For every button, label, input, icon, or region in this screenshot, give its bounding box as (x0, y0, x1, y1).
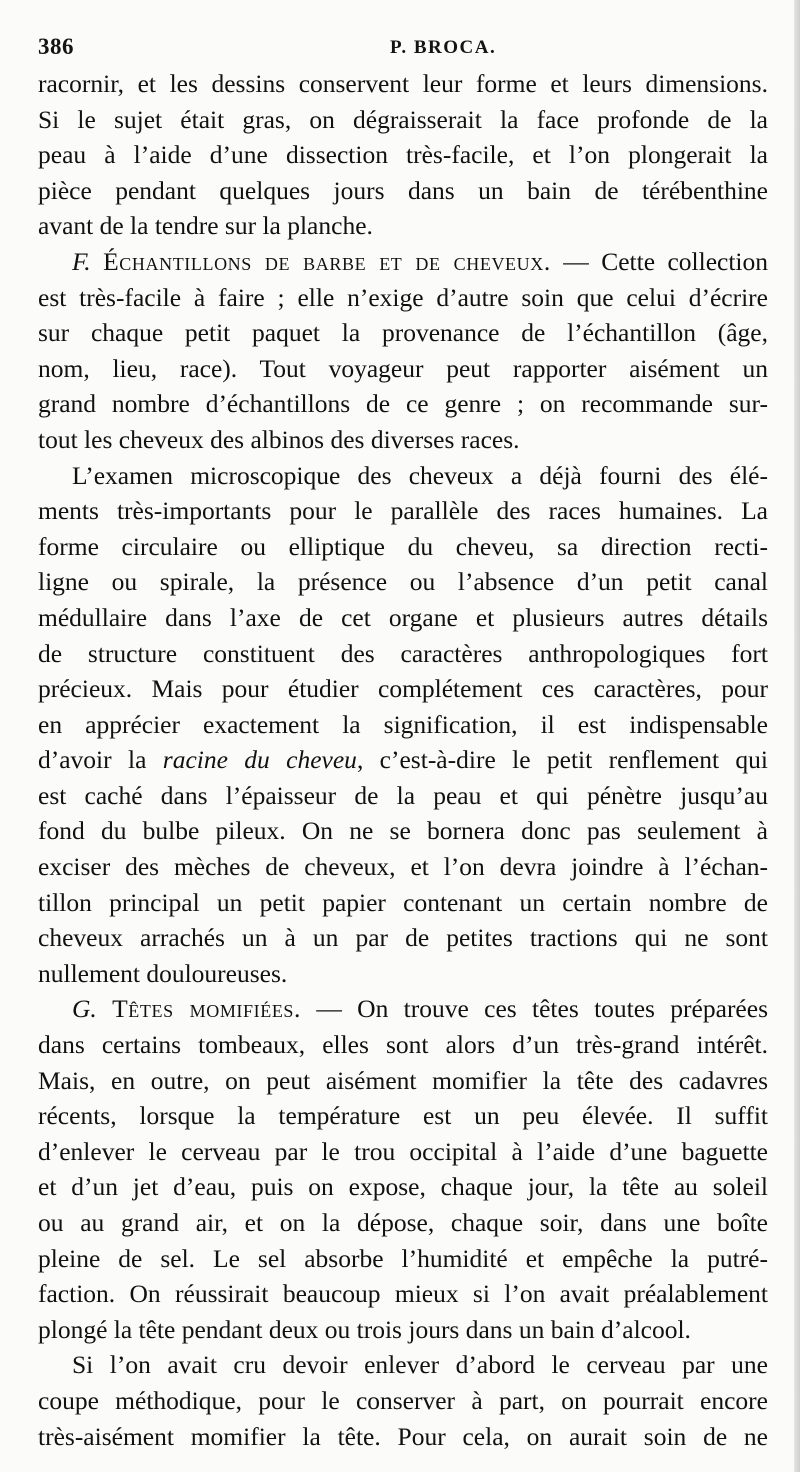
text-line: sur chaque petit paquet la provenance de l’échantillon (âge, (38, 318, 768, 348)
section-g-rest: — On trouve ces têtes toutes préparées (301, 994, 768, 1024)
section-f-letter: F. (72, 246, 91, 276)
text-line: fond du bulbe pileux. On ne se bornera donc pas seulement à (38, 816, 768, 846)
text-line: pièce pendant quelques jours dans un bain de térébenthine (38, 175, 768, 205)
text-line: faction. On réussirait beaucoup mieux si l’on avait préalablement (38, 1279, 768, 1309)
text-line: nom, lieu, race). Tout voyageur peut rapporter aisément un (38, 353, 768, 383)
page-header (38, 34, 768, 68)
text-line: ou au grand air, et on la dépose, chaque soir, dans une boîte (38, 1208, 768, 1237)
text-line: ligne ou spirale, la présence ou l’absence d’un petit canal (38, 567, 768, 597)
text-line: médullaire dans l’axe de cet organe et plusieurs autres détails (38, 602, 768, 632)
text-line: en apprécier exactement la signification, il est indispensable (38, 709, 768, 739)
text-line: cheveux arrachés un à un par de petites tractions qui ne sont (38, 923, 768, 953)
text-line: Si l’on avait cru devoir enlever d’abord le cerveau par une (72, 1350, 768, 1380)
racine-italic: racine du cheveu (162, 745, 357, 775)
racine-before: d’avoir la (38, 745, 163, 775)
text-line: récents, lorsque la température est un peu élevée. Il suffit (38, 1101, 768, 1131)
text-line: pleine de sel. Le sel absorbe l’humidité et empêche la putré- (38, 1243, 768, 1273)
text-line: de structure constituent des caractères anthropologiques fort (38, 638, 768, 668)
text-line: Mais, en outre, on peut aisément momifier la tête des cadavres (38, 1065, 768, 1095)
text-line: ments très-importants pour le parallèle des races humaines. La (38, 496, 768, 526)
text-line: exciser des mèches de cheveux, et l’on devra joindre à l’échan- (38, 852, 768, 882)
section-f-heading (38, 244, 768, 280)
body-text (38, 66, 768, 1454)
section-g-heading (38, 991, 768, 1027)
page-edge (794, 0, 800, 1472)
text-line: est très-facile à faire ; elle n’exige d’autre soin que celui d’écrire (38, 282, 768, 312)
running-head: P. BROCA. (390, 37, 497, 58)
page-number: 386 (38, 34, 74, 59)
text-line: tout les cheveux des albinos des diverses races. (38, 424, 520, 454)
text-line: peau à l’aide d’une dissection très-facile, et l’on plongerait la (38, 140, 768, 170)
text-line: précieux. Mais pour étudier complétement ces caractères, pour (38, 674, 768, 704)
text-line: nullement douloureuses. (38, 958, 288, 988)
section-f-title: Échantillons de barbe et de cheveux. (103, 246, 551, 276)
text-line: dans certains tombeaux, elles sont alors d’un très-grand intérêt. (38, 1030, 768, 1060)
text-line: très-aisément momifier la tête. Pour cela, on aurait soin de ne (38, 1421, 768, 1451)
section-g-title: Têtes momifiées. (112, 994, 302, 1024)
text-line: avant de la tendre sur la planche. (38, 211, 373, 241)
section-g-letter: G. (72, 994, 97, 1024)
text-line: est caché dans l’épaisseur de la peau et qui pénètre jusqu’au (38, 780, 768, 810)
text-line: forme circulaire ou elliptique du cheveu, sa direction recti- (38, 531, 768, 561)
text-line: plongé la tête pendant deux ou trois jours dans un bain d’alcool. (38, 1314, 691, 1344)
racine-after: , c’est-à-dire le petit renflement qui (356, 745, 768, 775)
section-f-rest: — Cette collection (550, 246, 768, 276)
text-line: tillon principal un petit papier contenant un certain nombre de (38, 887, 768, 917)
racine-line (38, 742, 768, 778)
text-line: coupe méthodique, pour le conserver à part, on pourrait encore (38, 1385, 768, 1415)
text-line: grand nombre d’échantillons de ce genre ; on recommande sur- (38, 389, 768, 419)
text-line: racornir, et les dessins conservent leur forme et leurs dimensions. (38, 69, 768, 98)
text-line: Si le sujet était gras, on dégraisserait la face profonde de la (38, 104, 768, 134)
text-line: d’enlever le cerveau par le trou occipital à l’aide d’une baguette (38, 1136, 768, 1166)
text-line: et d’un jet d’eau, puis on expose, chaque jour, la tête au soleil (38, 1172, 768, 1202)
text-line: L’examen microscopique des cheveux a déjà fourni des élé- (72, 460, 768, 490)
